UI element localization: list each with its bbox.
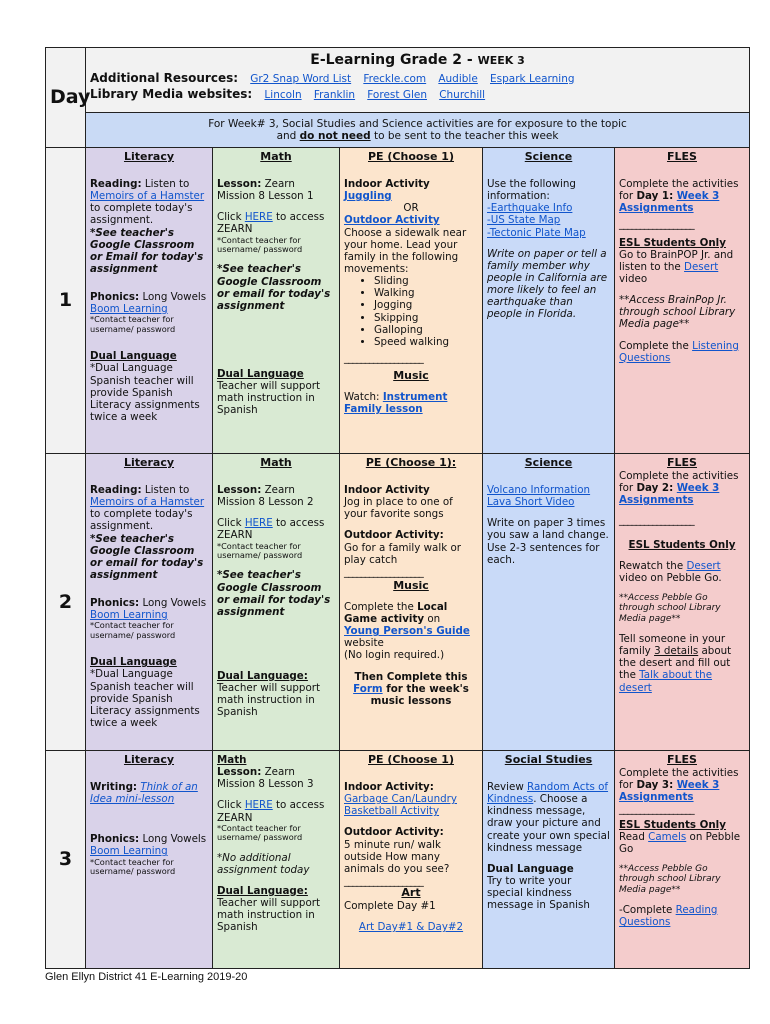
art-day-link[interactable]: Art Day#1 & Day#2 — [358, 921, 464, 934]
literacy-cell — [86, 751, 213, 969]
esl-block — [619, 249, 745, 285]
esl-text-end: on Pebble Go — [619, 830, 741, 855]
day-row-3 — [46, 751, 750, 969]
access-note: **Access Pebble Go through school Library Media page** — [619, 592, 721, 624]
math-note: *No additional assignment today — [217, 851, 310, 876]
literacy-heading: Literacy — [123, 456, 175, 469]
link-franklin[interactable]: Franklin — [313, 88, 356, 101]
reading-questions-text: -Complete — [619, 903, 676, 916]
day-number: 2 — [46, 454, 86, 751]
note-text-end: to be sent to the teacher this week — [370, 130, 559, 142]
form-link[interactable]: Form — [353, 682, 383, 695]
science-heading: Science — [524, 150, 573, 163]
random-acts-of-kindness-link[interactable]: Random Acts of Kindness — [487, 780, 609, 806]
phonics-text: Long Vowels — [139, 833, 207, 846]
click-text-end: to access ZEARN — [217, 799, 325, 824]
pe-cell — [340, 148, 483, 454]
esl-text-end: video on Pebble Go. — [619, 571, 722, 584]
separator-line: __________________ — [619, 218, 694, 231]
zearn-here-link[interactable]: HERE — [244, 211, 273, 224]
day-column-header: Day — [46, 48, 86, 148]
library-media-row — [90, 87, 745, 101]
reading-block — [90, 178, 208, 227]
week-3-assignments-link[interactable]: Week 3 Assignments — [619, 482, 720, 507]
local-game-block — [344, 601, 478, 650]
lesson-label: Lesson: — [217, 483, 262, 496]
link-forest-glen[interactable]: Forest Glen — [367, 88, 427, 101]
math-heading: Math — [260, 150, 292, 163]
dual-language-text: Teacher will support math instruction in Spanish — [217, 896, 321, 934]
list-item: • Galloping — [374, 324, 478, 336]
local-game-label: Local Game activity — [344, 600, 448, 626]
listening-text: Complete the — [619, 339, 693, 352]
tell-block — [619, 633, 745, 694]
contact-note: *Contact teacher for username/ password — [217, 234, 303, 254]
reading-label: Reading: — [90, 177, 142, 190]
contact-note: *Contact teacher for username/ password — [217, 540, 303, 560]
week-note-line-1: For Week# 3, Social Studies and Science activities are for exposure to the topic — [208, 117, 627, 130]
header-banner — [86, 48, 750, 113]
lesson-text: Zearn Mission 8 Lesson 3 — [217, 766, 314, 791]
science-heading: Science — [524, 456, 573, 469]
science-task: Write on paper or tell a family member why people in California are more likely to feel an earthquake than people in Florida. — [487, 247, 608, 321]
link-freckle[interactable]: Freckle.com — [363, 72, 427, 85]
fles-heading: FLES — [667, 456, 697, 469]
indoor-text: Jog in place to one of your favorite songs — [344, 496, 453, 521]
dual-language-label: Dual Language: — [217, 669, 308, 682]
phonics-label: Phonics: — [90, 597, 140, 610]
click-block — [217, 517, 335, 541]
click-text-end: to access ZEARN — [217, 517, 325, 542]
footer-text: Glen Ellyn District 41 E-Learning 2019-20 — [45, 971, 248, 983]
library-media-label: Library Media websites: — [90, 86, 253, 101]
literacy-cell — [86, 148, 213, 454]
science-cell — [483, 454, 615, 751]
camels-link[interactable]: Camels — [648, 830, 687, 843]
link-audible[interactable]: Audible — [438, 72, 478, 85]
note-emphasis: do not need — [299, 130, 371, 142]
review-block — [487, 781, 610, 854]
writing-block — [90, 781, 208, 805]
math-heading: Math — [217, 754, 247, 766]
fles-cell — [615, 454, 750, 751]
additional-resources-row — [90, 71, 745, 85]
weekly-schedule-table — [45, 47, 750, 969]
phonics-block — [90, 833, 208, 845]
earthquake-info-link[interactable]: -Earthquake Info — [487, 202, 573, 215]
social-studies-cell — [483, 751, 615, 969]
dual-language-label: Dual Language: — [217, 884, 308, 897]
page-title — [90, 52, 745, 69]
week-note-line-2 — [90, 130, 745, 142]
list-item: • Skipping — [374, 312, 478, 324]
dual-language-label: Dual Language — [90, 350, 177, 363]
reading-block — [90, 484, 208, 533]
week-3-assignments-link[interactable]: Week 3 Assignments — [619, 190, 720, 215]
click-block — [217, 799, 335, 823]
science-task: Write on paper 3 times you saw a land change. Use 2-3 sentences for each. — [487, 517, 609, 566]
phonics-label: Phonics: — [90, 833, 140, 846]
complete-day: Day 1: — [636, 190, 677, 203]
dual-language-text: Teacher will support math instruction in Spanish — [217, 380, 321, 417]
tell-text-2: about the desert and fill out the — [619, 645, 732, 682]
reading-label: Reading: — [90, 483, 142, 496]
outdoor-text: Go for a family walk or play catch — [344, 541, 461, 566]
complete-block — [619, 470, 745, 506]
phonics-block — [90, 291, 208, 303]
day-number: 1 — [46, 148, 86, 454]
review-text: Review — [487, 780, 528, 793]
review-text-end: . Choose a kindness message, draw your picture and create your own special kindness message — [487, 793, 610, 854]
local-text-2: on — [424, 613, 441, 626]
juggling-link[interactable]: Juggling — [344, 190, 392, 203]
click-text: Click — [217, 211, 245, 224]
desert-link[interactable]: Desert — [686, 559, 721, 572]
fles-cell — [615, 148, 750, 454]
movement-list — [344, 275, 478, 348]
young-persons-guide-link[interactable]: Young Person's Guide — [344, 625, 470, 638]
dual-language-label: Dual Language — [487, 862, 574, 875]
memoirs-link[interactable]: Memoirs of a Hamster — [90, 496, 205, 509]
or-text: OR — [403, 202, 419, 215]
separator-line: ___________________ — [344, 351, 423, 364]
watch-block — [344, 391, 478, 415]
link-espark[interactable]: Espark Learning — [490, 72, 575, 85]
esl-text-end: video — [619, 272, 648, 285]
us-state-map-link[interactable]: -US State Map — [487, 214, 561, 227]
click-text-end: to access ZEARN — [217, 211, 325, 236]
separator-line: __________________ — [619, 514, 694, 527]
esl-text: Rewatch the — [619, 559, 687, 572]
boom-learning-link[interactable]: Boom Learning — [90, 609, 168, 622]
outdoor-label: Outdoor Activity: — [344, 826, 444, 839]
link-snap-word-list[interactable]: Gr2 Snap Word List — [250, 72, 352, 85]
click-block — [217, 211, 335, 235]
art-heading: Art — [401, 886, 421, 900]
watch-label: Watch: — [344, 391, 383, 404]
math-heading: Math — [260, 456, 292, 469]
garbage-can-basketball-link[interactable]: Garbage Can/Laundry Basketball Activity — [344, 793, 457, 818]
indoor-label: Indoor Activity — [344, 177, 430, 190]
list-item: • Speed walking — [374, 336, 478, 348]
local-text-end: website — [344, 637, 384, 650]
pe-heading: PE (Choose 1): — [365, 456, 457, 469]
math-cell — [213, 454, 340, 751]
list-item: • Walking — [374, 287, 478, 299]
pe-cell — [340, 751, 483, 969]
instrument-family-link[interactable]: Instrument Family lesson — [344, 391, 448, 416]
science-intro: Use the following information: — [487, 177, 576, 203]
esl-block — [619, 831, 745, 855]
access-note: **Access BrainPop Jr. through school Library Media page** — [619, 294, 736, 331]
esl-text: Read — [619, 830, 649, 843]
dual-language-label: Dual Language — [217, 367, 304, 380]
click-text: Click — [217, 517, 245, 530]
complete-day: Day 2: — [636, 482, 677, 495]
lesson-block — [217, 484, 335, 508]
outdoor-text: Choose a sidewalk near your home. Lead your family in the following movements: — [344, 226, 467, 275]
reading-note: *See teacher's Google Classroom or Email for today's assignment — [90, 226, 204, 275]
music-heading: Music — [393, 578, 429, 592]
click-text: Click — [217, 799, 245, 812]
day-row-1 — [46, 148, 750, 454]
week-note — [86, 113, 750, 148]
local-text: Complete the — [344, 600, 418, 613]
tell-text: Tell someone in your family — [619, 632, 726, 658]
zearn-here-link[interactable]: HERE — [244, 517, 273, 530]
complete-day: Day 3: — [636, 779, 677, 792]
outdoor-text: 5 minute run/ walk outside How many animals do you see? — [344, 838, 450, 875]
list-item: • Sliding — [374, 275, 478, 287]
math-cell — [213, 751, 340, 969]
listening-block — [619, 340, 745, 364]
lesson-text: Zearn Mission 8 Lesson 2 — [217, 483, 314, 509]
complete-text: Complete the activities for — [619, 177, 739, 203]
memoirs-link[interactable]: Memoirs of a Hamster — [90, 190, 205, 203]
social-studies-heading: Social Studies — [504, 753, 593, 766]
pe-cell — [340, 454, 483, 751]
fles-heading: FLES — [667, 753, 697, 766]
complete-text: Complete the activities for — [619, 469, 739, 495]
separator-line: ___________________ — [344, 874, 423, 887]
pe-heading: PE (Choose 1) — [368, 150, 454, 163]
talk-about-desert-link[interactable]: Talk about the desert — [619, 669, 713, 694]
zearn-here-link[interactable]: HERE — [244, 799, 273, 812]
phonics-label: Phonics: — [90, 291, 140, 304]
math-cell — [213, 148, 340, 454]
additional-resources-label: Additional Resources: — [90, 70, 239, 85]
phonics-note: *Contact teacher for username/ password — [90, 620, 176, 640]
title-week: WEEK 3 — [477, 54, 525, 67]
lesson-block — [217, 766, 335, 790]
listening-questions-link[interactable]: Listening Questions — [619, 339, 739, 364]
dual-language-text: *Dual Language Spanish teacher will provide Spanish Literacy assignments twice a week — [90, 362, 200, 423]
tectonic-plate-map-link[interactable]: -Tectonic Plate Map — [487, 226, 586, 239]
phonics-text: Long Vowels — [139, 597, 207, 610]
phonics-note: *Contact teacher for username/ password — [90, 856, 176, 876]
outdoor-label: Outdoor Activity: — [344, 529, 444, 542]
boom-learning-link[interactable]: Boom Learning — [90, 303, 168, 316]
contact-note: *Contact teacher for username/ password — [217, 822, 303, 843]
reading-text-end: to complete today's assignment. — [90, 202, 193, 227]
complete-block — [619, 178, 745, 214]
complete-text: Complete the activities for — [619, 766, 739, 792]
boom-learning-link[interactable]: Boom Learning — [90, 845, 168, 858]
day-number: 3 — [46, 751, 86, 969]
literacy-heading: Literacy — [123, 150, 175, 163]
outdoor-activity-link[interactable]: Outdoor Activity — [344, 214, 440, 227]
dual-language-text: Teacher will support math instruction in Spanish — [217, 682, 321, 719]
esl-heading: ESL Students Only — [619, 818, 726, 831]
dual-language-text: Try to write your special kindness message in Spanish — [487, 874, 590, 912]
reading-text-end: to complete today's assignment. — [90, 508, 193, 533]
access-note: **Access Pebble Go through school Library Media page** — [619, 863, 721, 895]
math-note: *See teacher's Google Classroom or email for today's assignment — [217, 263, 331, 312]
music-heading: Music — [393, 369, 429, 383]
esl-heading: ESL Students Only — [619, 236, 726, 249]
form-block — [344, 671, 478, 707]
lesson-text: Zearn Mission 8 Lesson 1 — [217, 177, 314, 203]
form-text: Then Complete this — [354, 670, 468, 683]
fles-cell — [615, 751, 750, 969]
literacy-cell — [86, 454, 213, 751]
login-note: (No login required.) — [344, 649, 445, 662]
art-text: Complete Day #1 — [344, 900, 436, 913]
dual-language-text: *Dual Language Spanish teacher will provide Spanish Literacy assignments twice a week — [90, 668, 200, 729]
lava-short-video-link[interactable]: Lava Short Video — [487, 496, 575, 509]
list-item: • Jogging — [374, 299, 478, 311]
note-text: and — [276, 130, 300, 142]
dual-language-label: Dual Language — [90, 656, 177, 669]
reading-note: *See teacher's Google Classroom or email for today's assignment — [90, 532, 204, 581]
phonics-note: *Contact teacher for username/ password — [90, 314, 176, 334]
day-row-2 — [46, 454, 750, 751]
reading-text: Listen to — [141, 177, 190, 190]
writing-label: Writing: — [90, 780, 138, 793]
form-text-end: for the week's music lessons — [370, 682, 469, 707]
lesson-block — [217, 178, 335, 202]
title-text: E-Learning Grade 2 - — [310, 52, 478, 68]
reading-questions-block — [619, 904, 745, 928]
pe-heading: PE (Choose 1) — [368, 753, 454, 766]
science-cell — [483, 148, 615, 454]
separator-line: __________________ — [619, 803, 694, 816]
reading-text: Listen to — [141, 483, 190, 496]
indoor-label: Indoor Activity: — [344, 780, 434, 793]
complete-block — [619, 767, 745, 803]
link-churchill[interactable]: Churchill — [439, 88, 486, 101]
esl-heading: ESL Students Only — [628, 538, 736, 551]
lesson-label: Lesson: — [217, 766, 262, 779]
phonics-text: Long Vowels — [139, 291, 207, 304]
week-3-assignments-link[interactable]: Week 3 Assignments — [619, 779, 720, 804]
esl-text: Go to BrainPOP Jr. and listen to the — [619, 248, 734, 273]
literacy-heading: Literacy — [123, 753, 175, 766]
think-of-an-idea-link[interactable]: Think of an Idea mini-lesson — [90, 780, 198, 806]
reading-questions-link[interactable]: Reading Questions — [619, 903, 718, 929]
math-note: *See teacher's Google Classroom or email for today's assignment — [217, 569, 331, 618]
phonics-block — [90, 597, 208, 609]
desert-link[interactable]: Desert — [684, 260, 719, 273]
separator-line: ___________________ — [344, 565, 423, 578]
link-lincoln[interactable]: Lincoln — [264, 88, 302, 101]
volcano-information-link[interactable]: Volcano Information — [487, 483, 591, 496]
indoor-label: Indoor Activity — [344, 483, 430, 496]
tell-details: 3 details — [654, 645, 699, 658]
fles-heading: FLES — [667, 150, 697, 163]
lesson-label: Lesson: — [217, 177, 262, 190]
esl-block — [619, 560, 745, 584]
